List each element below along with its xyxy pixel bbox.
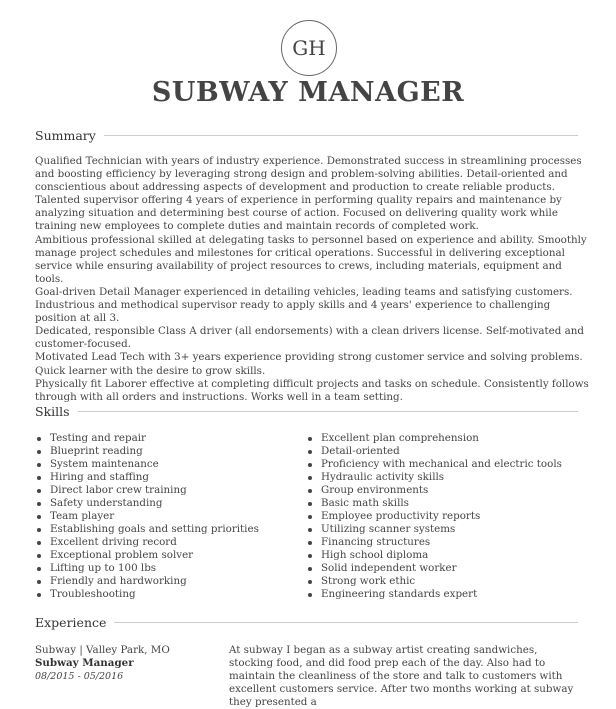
skill-item: Basic math skills xyxy=(306,497,562,510)
summary-paragraph: Motivated Lead Tech with 3+ years experience providing strong customer service and solving problems. Quick learner with the desire to grow skills. xyxy=(35,351,583,377)
skill-item: Establishing goals and setting priorities xyxy=(35,523,259,536)
summary-paragraph: Goal-driven Detail Manager experienced in detailing vehicles, leading teams and satisfying customers. xyxy=(35,285,573,298)
skill-item: System maintenance xyxy=(35,458,259,471)
skill-item: Exceptional problem solver xyxy=(35,549,259,562)
job-company: Subway | Valley Park, MO xyxy=(35,644,170,656)
summary-paragraph: Ambitious professional skilled at delegating tasks to personnel based on experience and ability. Smoothly manage project schedules and milestones for critical operations. Successful in delivering exceptional service while ensuring availability of project resources to crews, including materials, equipment and tools. xyxy=(35,233,587,285)
skill-item: High school diploma xyxy=(306,549,562,562)
skill-item: Detail-oriented xyxy=(306,445,562,458)
skill-item: Testing and repair xyxy=(35,432,259,445)
skills-section-header xyxy=(35,404,578,419)
job-dates: 08/2015 - 05/2016 xyxy=(35,671,124,682)
summary-paragraph: Qualified Technician with years of industry experience. Demonstrated success in streamlining processes and boosting efficiency by leveraging strong design and problem-solving abilities. Detail-oriented and conscientious about addressing aspects of development and production to create reliable products. xyxy=(35,155,582,194)
page-title: SUBWAY MANAGER xyxy=(151,77,465,108)
skills-list-left xyxy=(35,432,259,601)
job-meta xyxy=(35,644,170,683)
skill-item: Safety understanding xyxy=(35,497,259,510)
skill-item: Team player xyxy=(35,510,259,523)
divider xyxy=(78,411,578,412)
experience-heading: Experience xyxy=(35,615,107,630)
skill-item: Strong work ethic xyxy=(306,575,562,588)
experience-section-header xyxy=(35,615,578,630)
summary-section-header xyxy=(35,128,578,143)
divider xyxy=(104,135,578,136)
skill-item: Lifting up to 100 lbs xyxy=(35,562,259,575)
skill-item: Hydraulic activity skills xyxy=(306,471,562,484)
skill-item: Financing structures xyxy=(306,536,562,549)
skill-item: Excellent plan comprehension xyxy=(306,432,562,445)
job-role: Subway Manager xyxy=(35,657,134,669)
monogram: GH xyxy=(281,20,337,76)
summary-paragraph: Dedicated, responsible Class A driver (all endorsements) with a clean drivers license. Self-motivated and customer-focused. xyxy=(35,325,584,351)
skill-item: Excellent driving record xyxy=(35,536,259,549)
divider xyxy=(114,622,578,623)
skill-item: Direct labor crew training xyxy=(35,484,259,497)
job-description: At subway I began as a subway artist creating sandwiches, stocking food, and did food prep each of the day. Also had to maintain the cleanliness of the store and talk to customers with excellent customers service. After two months working at subway they presented a xyxy=(229,644,574,708)
skill-item: Group environments xyxy=(306,484,562,497)
summary-paragraph: Industrious and methodical supervisor ready to apply skills and 4 years' experience to challenging position at all 3. xyxy=(35,299,551,325)
skill-item: Blueprint reading xyxy=(35,445,259,458)
skill-item: Hiring and staffing xyxy=(35,471,259,484)
skill-item: Employee productivity reports xyxy=(306,510,562,523)
summary-heading: Summary xyxy=(35,128,96,143)
skills-heading: Skills xyxy=(35,404,70,419)
skill-item: Friendly and hardworking xyxy=(35,575,259,588)
skills-list-right xyxy=(306,432,562,601)
skill-item: Troubleshooting xyxy=(35,588,259,601)
skill-item: Proficiency with mechanical and electric tools xyxy=(306,458,562,471)
summary-paragraph: Physically fit Laborer effective at completing difficult projects and tasks on schedule. Consistently follows through with all orders and instructions. Works well in a team setting. xyxy=(35,377,589,403)
summary-paragraph: Talented supervisor offering 4 years of experience in performing quality repairs and maintenance by analyzing situation and determining best course of action. Focused on delivering quality work while training new employees to complete duties and maintain records of completed work. xyxy=(35,194,562,233)
skill-item: Utilizing scanner systems xyxy=(306,523,562,536)
skill-item: Engineering standards expert xyxy=(306,588,562,601)
skill-item: Solid independent worker xyxy=(306,562,562,575)
summary-body xyxy=(35,155,590,404)
